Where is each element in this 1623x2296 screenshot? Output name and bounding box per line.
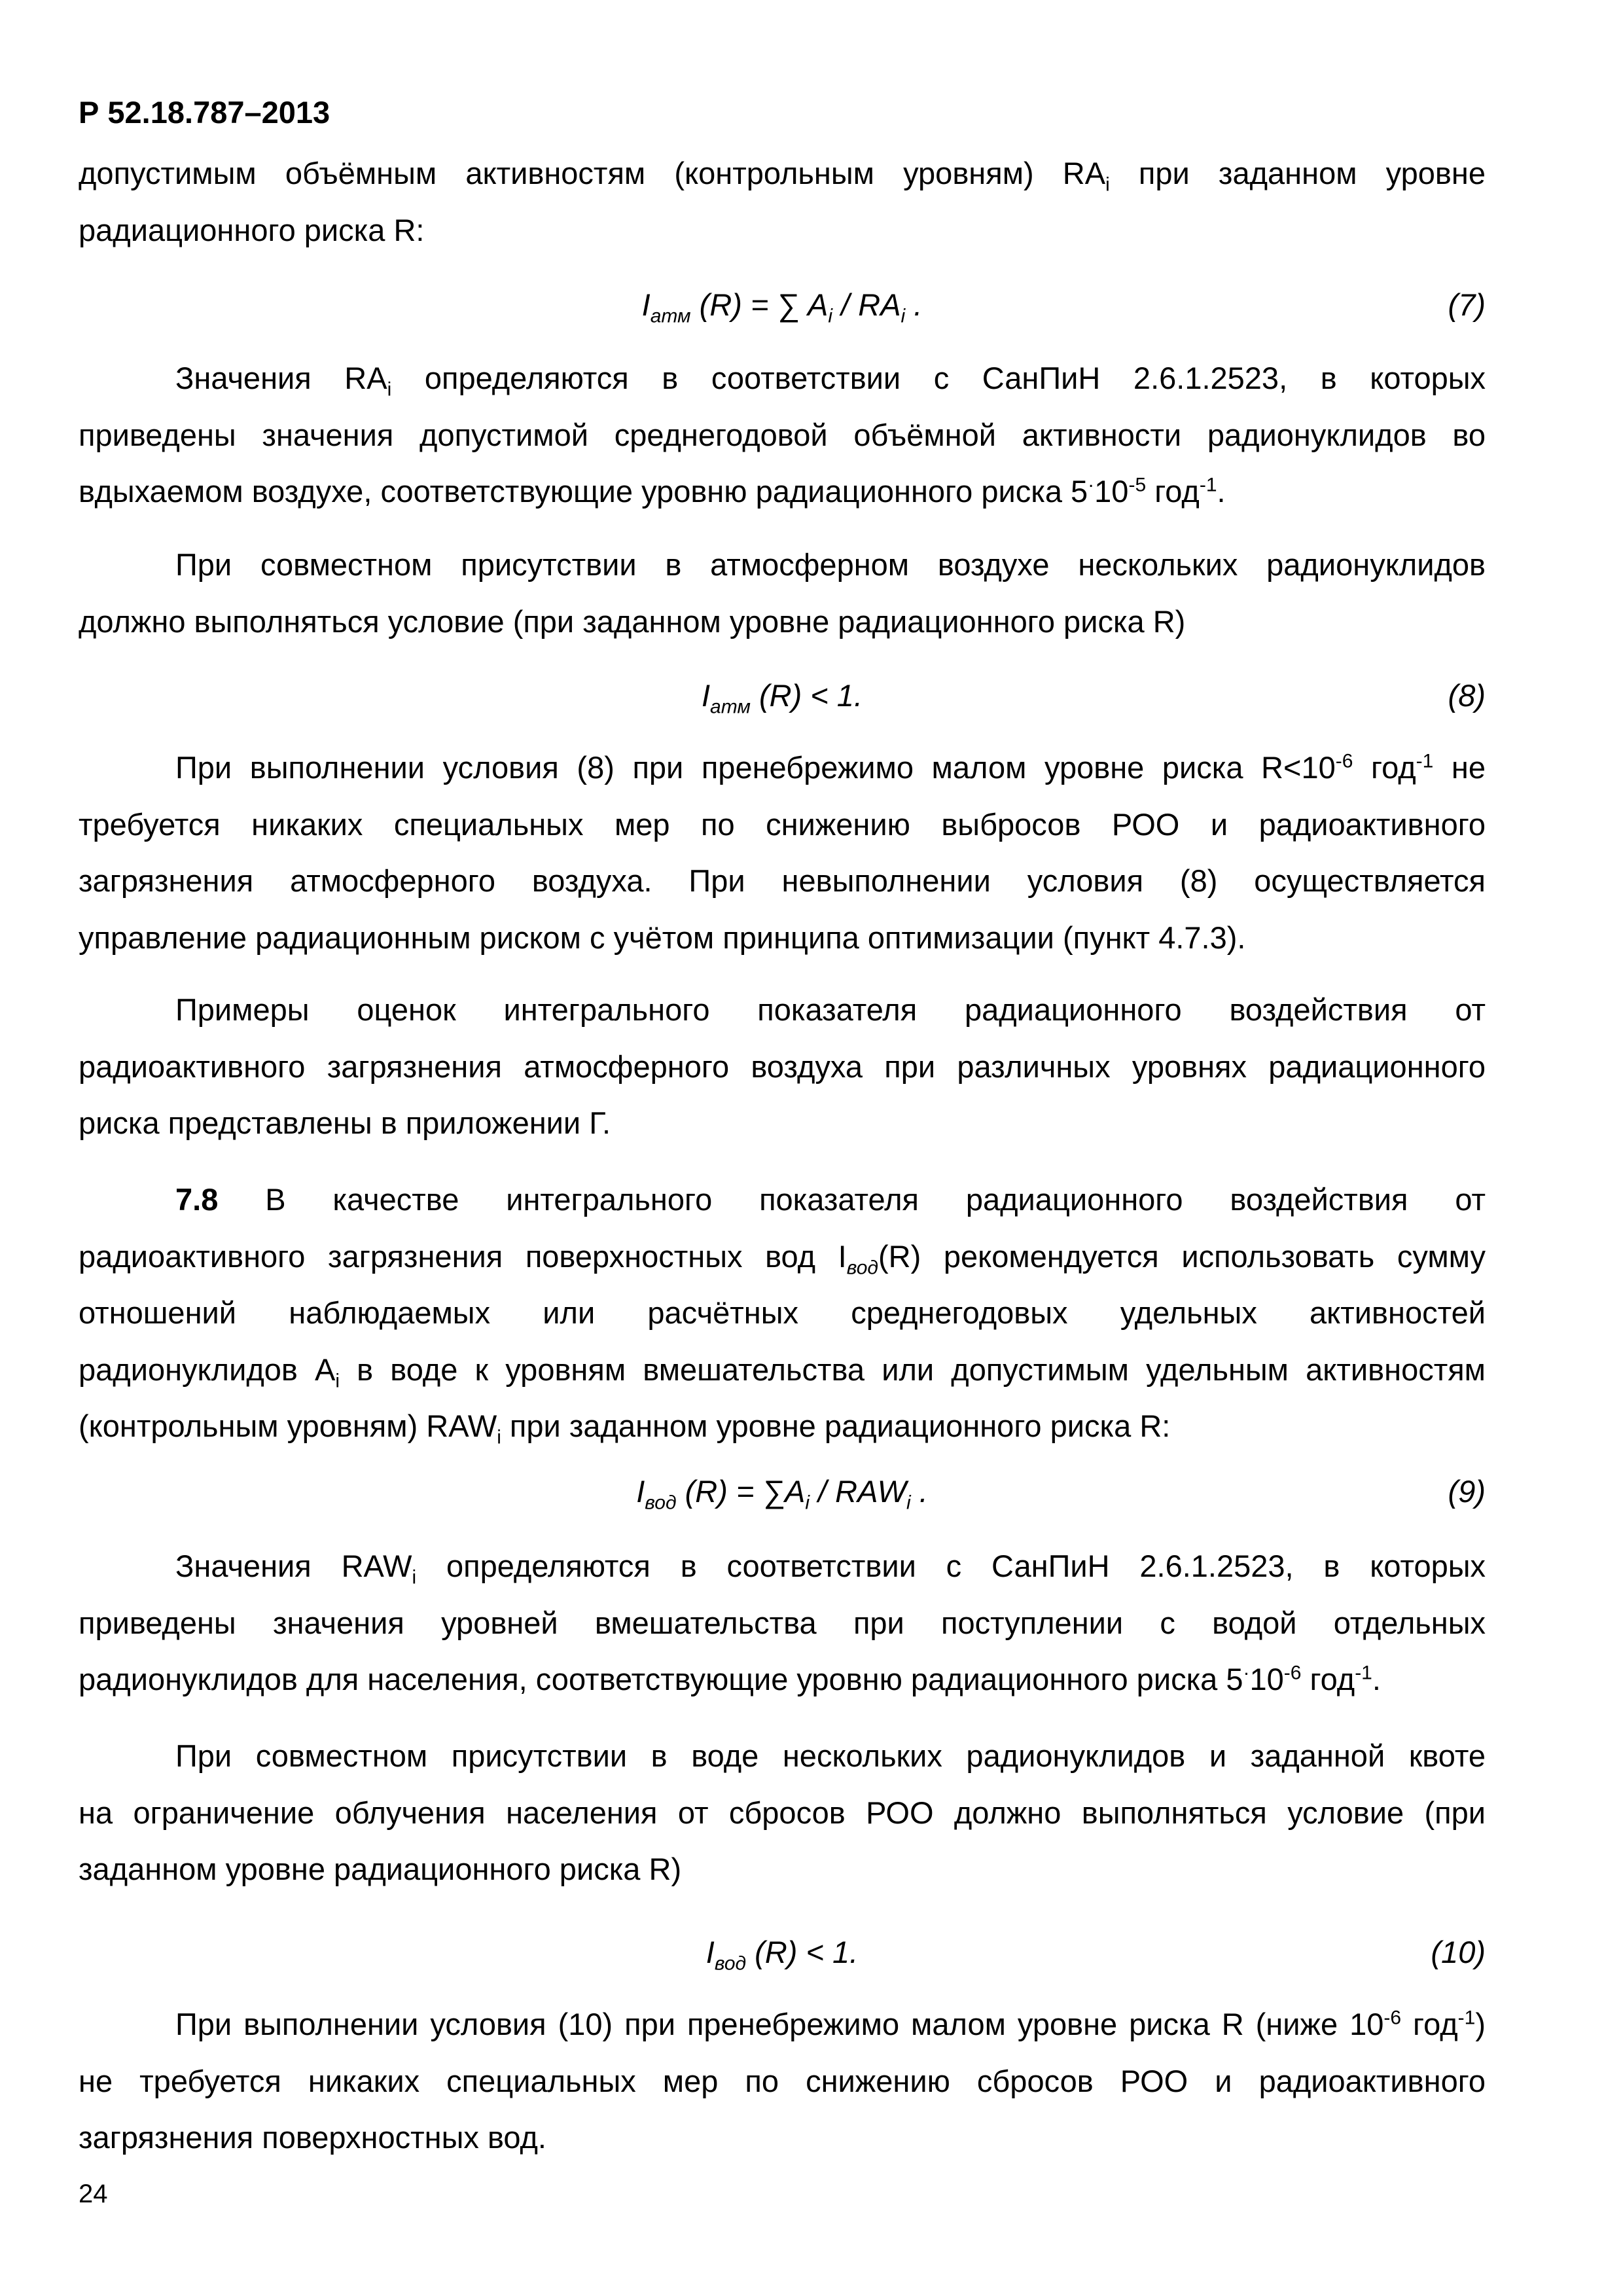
document-code: Р 52.18.787–2013 (79, 95, 330, 130)
text-line: заданном уровне радиационного риска R) (79, 1852, 682, 1886)
formula-expression: $I_{атм}$ (R) = ∑ $A_i / RA_i$ . (641, 287, 923, 327)
formula-expression: $I_{вод}$ $(R) = \sum A_i / RAW_i$ . (636, 1474, 928, 1514)
text-line: отношений наблюдаемых или расчётных среднегодовых удельных активностей (79, 1295, 1486, 1330)
text-line: Значения $RAW_i$ определяются в соответствии с СанПиН 2.6.1.2523, в которых (175, 1549, 1486, 1588)
paragraph-1 (79, 145, 1486, 259)
text-line: риска представлены в приложении Г. (79, 1105, 611, 1140)
text-line: При выполнении условия (8) при пренебрежимо малом уровне риска $R<10^{-6}$ год$^{-1}$ не (175, 750, 1486, 785)
text-line: 7.8 В качестве интегрального показателя радиационного воздействия от (175, 1182, 1486, 1217)
text-line: При выполнении условия (10) при пренебрежимо малом уровне риска R (ниже $10^{-6}$ год$^{-1}$) (175, 2007, 1486, 2041)
page-number: 24 (79, 2179, 108, 2208)
text-line: управление радиационным риском с учётом принципа оптимизации (пункт 4.7.3). (79, 920, 1246, 955)
formula-number: (8) (1448, 678, 1486, 713)
formula-9 (79, 1463, 1486, 1520)
formula-expression: $I_{атм}$ (R) < 1. (701, 678, 863, 718)
text-line: не требуется никаких специальных мер по снижению сбросов РОО и радиоактивного (79, 2063, 1486, 2098)
formula-number: (9) (1448, 1474, 1486, 1509)
formula-7 (79, 277, 1486, 333)
text-line: требуется никаких специальных мер по снижению выбросов РОО и радиоактивного (79, 806, 1486, 842)
paragraph-8 (79, 1728, 1486, 1898)
text-line: приведены значения уровней вмешательства при поступлении с водой отдельных (79, 1605, 1486, 1640)
text-line: приведены значения допустимой среднегодовой объёмной активности радионуклидов во (79, 417, 1486, 452)
paragraph-9 (79, 1996, 1486, 2166)
paragraph-4 (79, 740, 1486, 966)
paragraph-5 (79, 982, 1486, 1152)
text-line: загрязнения поверхностных вод. (79, 2120, 546, 2155)
paragraph-7 (79, 1538, 1486, 1708)
section-number: 7.8 (175, 1182, 219, 1217)
paragraph-3 (79, 537, 1486, 650)
text-line: должно выполняться условие (при заданном уровне радиационного риска R) (79, 603, 1186, 639)
formula-number: (7) (1448, 287, 1486, 322)
text-line: вдыхаемом воздухе, соответствующие уровню радиационного риска $5^\cdot 10^{-5}$ год$^{-1}$. (79, 474, 1226, 509)
text-line: радиоактивного загрязнения атмосферного воздуха при различных уровнях радиационного (79, 1049, 1486, 1084)
text-line: (контрольным уровням) $RAW_i$ при заданном уровне радиационного риска R: (79, 1408, 1171, 1448)
formula-8 (79, 668, 1486, 724)
paragraph-2 (79, 350, 1486, 520)
text-line: При совместном присутствии в воде нескольких радионуклидов и заданной квоте (175, 1738, 1486, 1773)
formula-number: (10) (1431, 1935, 1486, 1969)
text-line: загрязнения атмосферного воздуха. При невыполнении условия (8) осуществляется (79, 863, 1486, 898)
text-line: Примеры оценок интегрального показателя радиационного воздействия от (175, 992, 1486, 1027)
text-line: Значения $RA_i$ определяются в соответствии с СанПиН 2.6.1.2523, в которых (175, 361, 1486, 401)
paragraph-7-8 (79, 1172, 1486, 1455)
formula-10 (79, 1924, 1486, 1981)
text-line: допустимым объёмным активностям (контрольным уровням) $RA_i$ при заданном уровне (79, 156, 1486, 196)
text-line: на ограничение облучения населения от сбросов РОО должно выполняться условие (при (79, 1795, 1486, 1830)
formula-expression: $I_{вод}$ (R) < 1. (705, 1935, 859, 1975)
text-line: радиоактивного загрязнения поверхностных вод $I_{вод}(R)$ рекомендуется использовать сумму (79, 1238, 1486, 1278)
text-line: При совместном присутствии в атмосферном воздухе нескольких радионуклидов (175, 547, 1486, 582)
text-line: радионуклидов $A_i$ в воде к уровням вмешательства или допустимым удельным активностям (79, 1352, 1486, 1391)
text-line: радионуклидов для населения, соответствующие уровню радиационного риска $5^\cdot 10^{-6}$ год$^{-1}$. (79, 1662, 1381, 1696)
text-line: радиационного риска R: (79, 212, 425, 247)
